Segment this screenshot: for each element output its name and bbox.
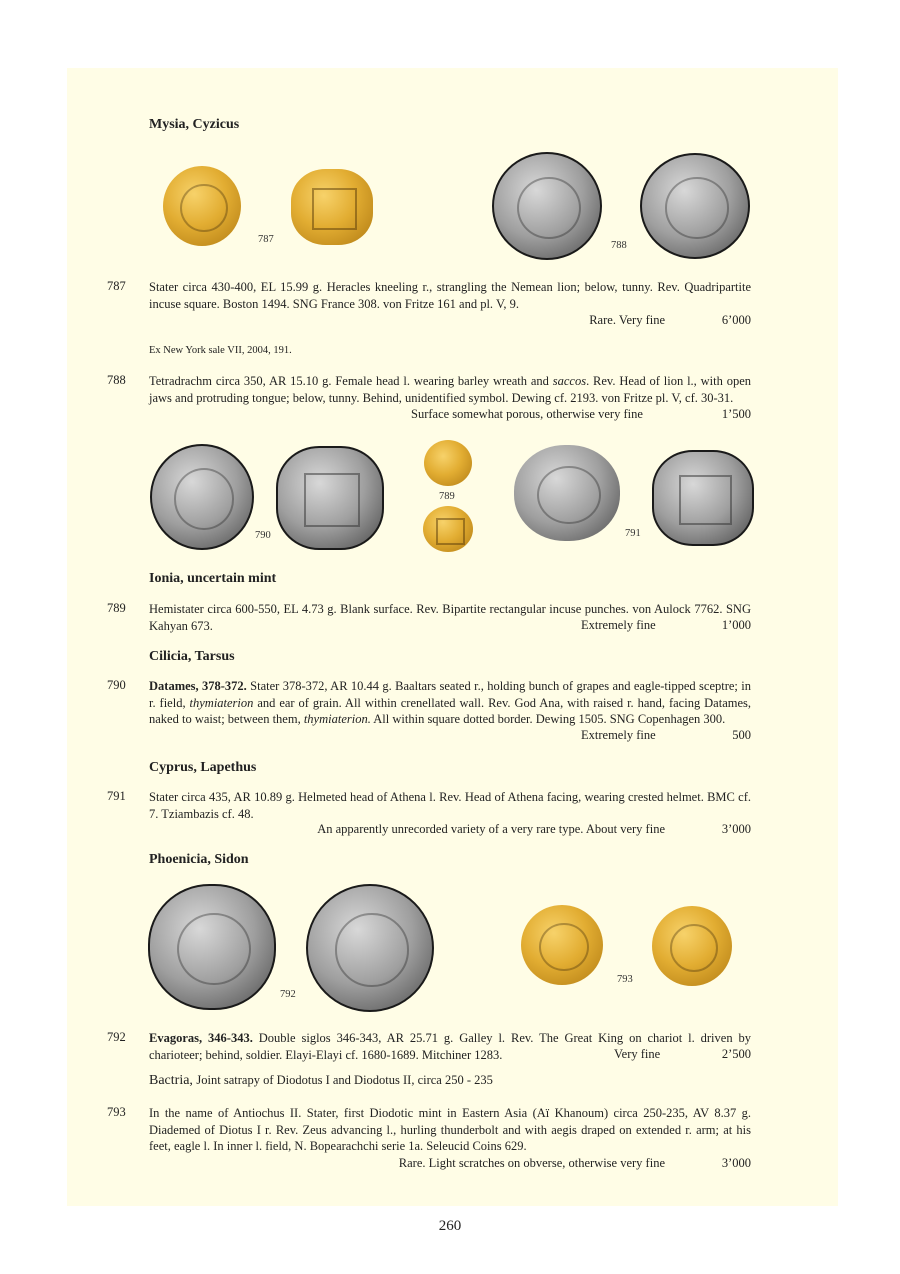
section-heading-ionia: Ionia, uncertain mint <box>149 571 277 586</box>
lot-condition-793: Rare. Light scratches on obverse, otherwise very fine <box>398 1156 665 1170</box>
lot-price-787: 6’000 <box>721 313 751 327</box>
lot-condition-row-787 <box>149 313 751 329</box>
section-heading-bactria: Bactria, Joint satrapy of Diodotus I and Diodotus II, circa 250 - 235 <box>149 1073 493 1088</box>
lot-price-791: 3’000 <box>721 822 751 836</box>
lot-condition-792: Very fine <box>614 1047 661 1061</box>
lot-description-791: Stater circa 435, AR 10.89 g. Helmeted head of Athena l. Rev. Head of Athena facing, wearing crested helmet. BMC cf. 7. Tziambazis cf. 48. <box>149 790 751 821</box>
coin-789-reverse-image <box>423 506 473 552</box>
coin-791-reverse-image <box>652 450 754 546</box>
lot-description-787: Stater circa 430-400, EL 15.99 g. Heracles kneeling r., strangling the Nemean lion; below, tunny. Rev. Quadripartite incuse square. Boston 1494. SNG France 308. von Fritze 161 and pl. V, 9. <box>149 280 751 311</box>
lot-price-790: 500 <box>732 728 751 742</box>
figure-number-793: 793 <box>617 974 633 985</box>
coin-791-obverse-image <box>514 445 620 541</box>
coin-787-obverse-image <box>163 166 241 246</box>
coin-788-obverse-image <box>492 152 602 260</box>
figure-number-788: 788 <box>611 240 627 251</box>
lot-description-792: Evagoras, 346-343. Double siglos 346-343, AR 25.71 g. Galley l. Rev. The Great King on chariot l. driven by charioteer; behind, soldier. Elayi-Elayi cf. 1680-1689. Mitchiner 1283. Very fine 2’500 <box>149 1031 751 1062</box>
coin-789-obverse-image <box>424 440 472 486</box>
lot-condition-787: Rare. Very fine <box>589 313 665 327</box>
coin-787-reverse-image <box>291 169 373 245</box>
coin-788-reverse-image <box>640 153 750 259</box>
lot-condition-788: Surface somewhat porous, otherwise very fine <box>411 407 643 421</box>
lot-price-789: 1’000 <box>721 618 751 632</box>
coin-792-obverse-image <box>148 884 276 1010</box>
lot-number-787: 787 <box>107 279 126 293</box>
lot-price-788: 1’500 <box>721 407 751 421</box>
lot-number-789: 789 <box>107 601 126 615</box>
coin-790-reverse-image <box>276 446 384 550</box>
section-heading-mysia: Mysia, Cyzicus <box>149 117 240 132</box>
coin-792-reverse-image <box>306 884 434 1012</box>
lot-provenance-787: Ex New York sale VII, 2004, 191. <box>149 345 292 356</box>
figure-number-789: 789 <box>439 491 455 502</box>
figure-number-790: 790 <box>255 530 271 541</box>
lot-price-792: 2’500 <box>721 1047 751 1061</box>
lot-price-793: 3’000 <box>721 1156 751 1170</box>
lot-number-793: 793 <box>107 1105 126 1119</box>
lot-number-791: 791 <box>107 789 126 803</box>
lot-description-788: Tetradrachm circa 350, AR 15.10 g. Female head l. wearing barley wreath and saccos. Rev. Head of lion l., with open jaws and protruding tongue; below, tunny. Behind, unidentified symbol. Dewing cf. 2193. von Fritze pl. V, cf. 30-31. Surface somewhat porous, otherwise very fine 1’500 <box>149 374 751 421</box>
lot-condition-row-793 <box>149 1156 751 1172</box>
figure-number-792: 792 <box>280 989 296 1000</box>
lot-number-792: 792 <box>107 1030 126 1044</box>
figure-number-787: 787 <box>258 234 274 245</box>
section-heading-phoenicia: Phoenicia, Sidon <box>149 852 249 867</box>
page-number: 260 <box>438 1218 462 1234</box>
lot-condition-789: Extremely fine <box>581 618 656 632</box>
coin-790-obverse-image <box>150 444 254 550</box>
lot-description-789: Hemistater circa 600-550, EL 4.73 g. Blank surface. Rev. Bipartite rectangular incuse punches. von Aulock 7762. SNG Kahyan 673. Extremely fine 1’000 <box>149 602 751 633</box>
lot-condition-791: An apparently unrecorded variety of a very rare type. About very fine <box>317 822 665 836</box>
lot-condition-790: Extremely fine <box>581 728 656 742</box>
coin-793-obverse-image <box>521 905 603 985</box>
figure-number-791: 791 <box>625 528 641 539</box>
lot-number-788: 788 <box>107 373 126 387</box>
lot-condition-row-791 <box>149 822 751 838</box>
section-heading-cilicia: Cilicia, Tarsus <box>149 649 235 664</box>
section-heading-cyprus: Cyprus, Lapethus <box>149 760 257 775</box>
lot-number-790: 790 <box>107 678 126 692</box>
coin-793-reverse-image <box>652 906 732 986</box>
lot-description-793: In the name of Antiochus II. Stater, first Diodotic mint in Eastern Asia (Aï Khanoum) circa 250-235, AV 8.37 g. Diademed of Diotus I r. Rev. Zeus advancing l., hurling thunderbolt and with aegis draped on extended r. arm; at his feet, eagle l. In inner l. field, N. Bopearachchi serie 1a. Seleucid Coins 629. <box>149 1106 751 1153</box>
lot-description-790: Datames, 378-372. Stater 378-372, AR 10.44 g. Baaltars seated r., holding bunch of grapes and eagle-tipped sceptre; in r. field, thymiaterion and ear of grain. All within crenellated wall. Rev. God Ana, with raised r. hand, facing Datames, naked to waist; between them, thymiaterion. All within square dotted border. Dewing 1505. SNG Copenhagen 300. Extremely fine 500 <box>149 679 751 742</box>
